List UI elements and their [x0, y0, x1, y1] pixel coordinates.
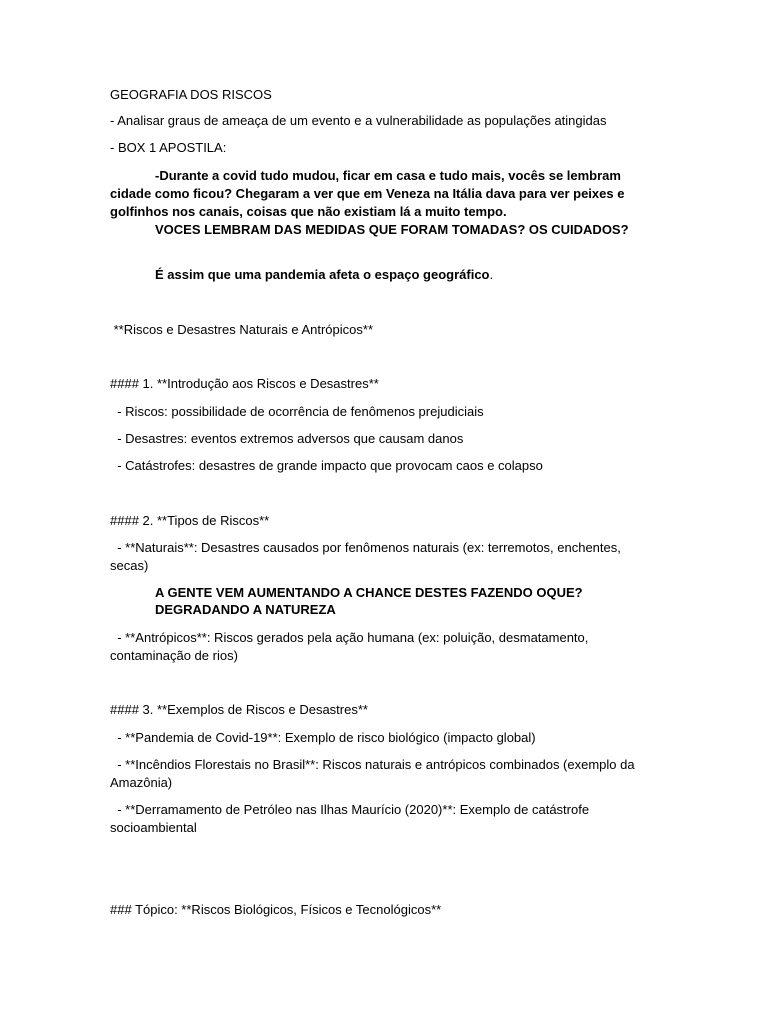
- section2-question-line1: A GENTE VEM AUMENTANDO A CHANCE DESTES FAZENDO OQUE?: [155, 585, 583, 600]
- section1-item-catastrofes: - Catástrofes: desastres de grande impacto que provocam caos e colapso: [110, 458, 543, 473]
- pandemia-statement: [110, 266, 655, 284]
- medidas-question: VOCES LEMBRAM DAS MEDIDAS QUE FORAM TOMADAS? OS CUIDADOS?: [155, 222, 629, 237]
- section2-naturais: - **Naturais**: Desastres causados por fenômenos naturais (ex: terremotos, enchentes, secas): [110, 540, 625, 573]
- section2-antropicos: - **Antrópicos**: Riscos gerados pela ação humana (ex: poluição, desmatamento, contaminação de rios): [110, 630, 593, 663]
- main-heading: **Riscos e Desastres Naturais e Antrópicos**: [110, 322, 374, 337]
- section2-heading: #### 2. **Tipos de Riscos**: [110, 513, 270, 528]
- covid-paragraph: -Durante a covid tudo mudou, ficar em casa e tudo mais, vocês se lembram cidade como ficou? Chegaram a ver que em Veneza na Itália dava para ver peixes e golfinhos nos canais, coisas que não existiam lá a muito tempo.: [110, 168, 625, 219]
- section3-item-derramamento: - **Derramamento de Petróleo nas Ilhas Maurício (2020)**: Exemplo de catástrofe socioambiental: [110, 802, 593, 835]
- section1-heading: #### 1. **Introdução aos Riscos e Desastres**: [110, 376, 379, 391]
- document-title: GEOGRAFIA DOS RISCOS: [110, 87, 272, 102]
- pandemia-statement-period: .: [489, 267, 494, 282]
- section3-item-incendios: - **Incêndios Florestais no Brasil**: Riscos naturais e antrópicos combinados (exemplo da Amazônia): [110, 757, 638, 790]
- document-page: [110, 0, 655, 1024]
- section1-item-desastres: - Desastres: eventos extremos adversos que causam danos: [110, 431, 464, 446]
- section3-item-covid: - **Pandemia de Covid-19**: Exemplo de risco biológico (impacto global): [110, 730, 536, 745]
- objective-line: - Analisar graus de ameaça de um evento e a vulnerabilidade as populações atingidas: [110, 113, 607, 128]
- section1-item-riscos: - Riscos: possibilidade de ocorrência de fenômenos prejudiciais: [110, 404, 484, 419]
- pandemia-statement-text: É assim que uma pandemia afeta o espaço geográfico: [155, 267, 490, 282]
- section2-question-line2: DEGRADANDO A NATUREZA: [155, 602, 336, 617]
- topic-heading: ### Tópico: **Riscos Biológicos, Físicos e Tecnológicos**: [110, 902, 442, 917]
- section3-heading: #### 3. **Exemplos de Riscos e Desastres**: [110, 702, 368, 717]
- box-label: - BOX 1 APOSTILA:: [110, 140, 227, 155]
